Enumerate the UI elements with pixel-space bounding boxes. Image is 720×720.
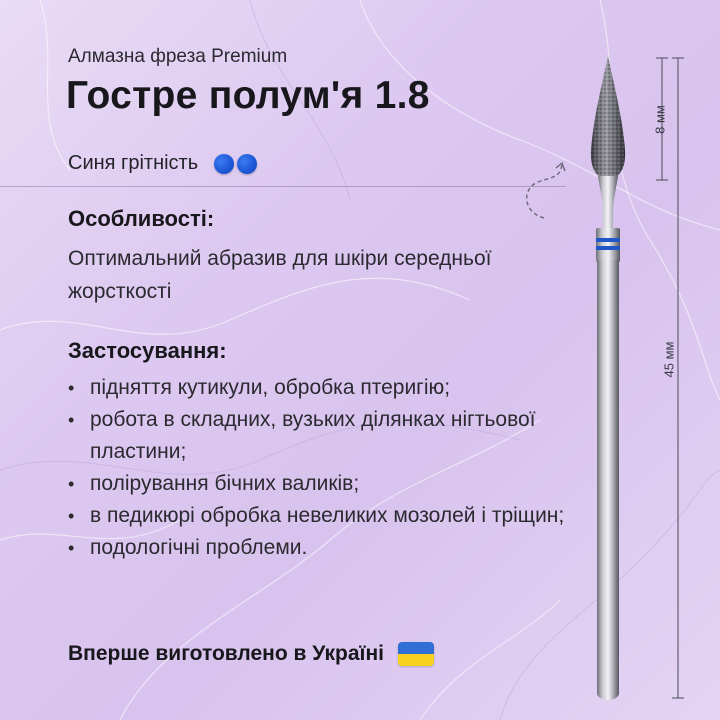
product-category: Алмазна фреза Premium bbox=[68, 46, 288, 67]
flag-blue-stripe bbox=[398, 642, 434, 654]
grit-band bbox=[596, 238, 620, 242]
bur-neck bbox=[598, 176, 618, 230]
ukraine-flag-icon bbox=[398, 642, 434, 666]
features-heading: Особливості: bbox=[68, 206, 215, 231]
bur-shaft-end bbox=[597, 688, 619, 700]
grit-dot bbox=[214, 154, 234, 174]
grit-band bbox=[596, 246, 620, 250]
features-text: Оптимальний абразив для шкіри середньої жорсткості bbox=[68, 247, 492, 303]
flag-yellow-stripe bbox=[398, 654, 434, 666]
usage-item bbox=[68, 372, 568, 404]
head-length-label: 8 мм bbox=[652, 105, 668, 134]
grit-dot bbox=[237, 154, 257, 174]
grit-row bbox=[68, 152, 257, 175]
made-in-ukraine-text: Вперше виготовлено в Україні bbox=[68, 642, 384, 665]
usage-item-text: подологічні проблеми. bbox=[90, 536, 308, 559]
usage-item bbox=[68, 532, 568, 564]
usage-item bbox=[68, 404, 568, 468]
usage-heading: Застосування: bbox=[68, 338, 227, 363]
footer bbox=[68, 642, 434, 666]
bullet: • bbox=[68, 378, 75, 398]
grit-indicator bbox=[214, 154, 257, 174]
diamond-bur-drawing bbox=[560, 0, 720, 720]
usage-item bbox=[68, 500, 568, 532]
bullet: • bbox=[68, 410, 75, 430]
usage-item-text: робота в складних, вузьких ділянках нігтьової пластини; bbox=[90, 408, 536, 463]
usage-item-text: в педикюрі обробка невеликих мозолей і тріщин; bbox=[90, 504, 565, 527]
usage-item bbox=[68, 468, 568, 500]
bullet: • bbox=[68, 474, 75, 494]
page-title: Гостре полум'я 1.8 bbox=[66, 74, 430, 117]
usage-item-text: полірування бічних валиків; bbox=[90, 472, 360, 495]
divider bbox=[0, 186, 566, 187]
usage-item-text: підняття кутикули, обробка птеригію; bbox=[90, 376, 451, 399]
bullet: • bbox=[68, 538, 75, 558]
usage-list bbox=[68, 372, 568, 564]
bullet: • bbox=[68, 506, 75, 526]
grit-label: Синя грітність bbox=[68, 152, 199, 174]
bur-shaft bbox=[597, 260, 619, 690]
total-length-label: 45 мм bbox=[661, 341, 677, 378]
bur-collar bbox=[596, 228, 620, 262]
